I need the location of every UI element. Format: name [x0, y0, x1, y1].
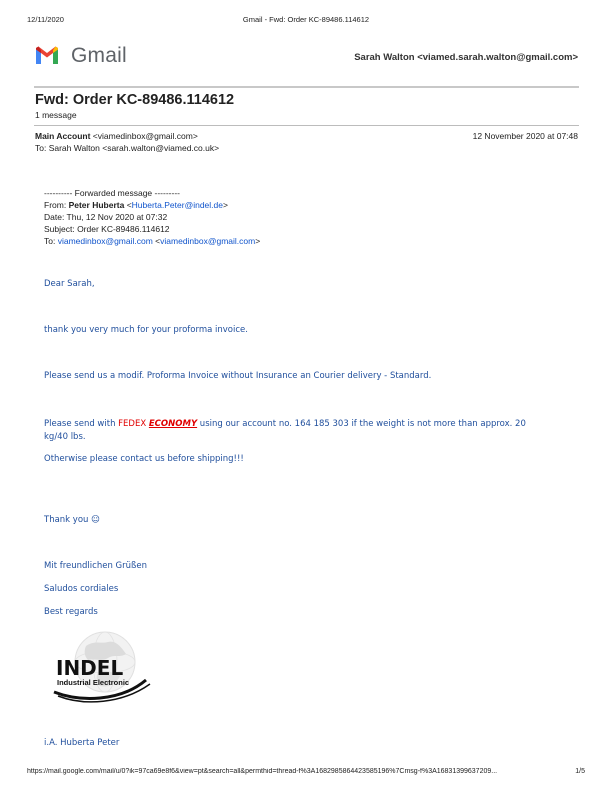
shipping-paragraph: [44, 418, 554, 444]
sender-name: Main Account: [35, 131, 91, 141]
closing-german: Mit freundlichen Grüßen: [44, 561, 147, 571]
header-divider: [34, 86, 579, 88]
forwarded-subject: Subject: Order KC-89486.114612: [44, 224, 170, 234]
forwarded-divider: ---------- Forwarded message ---------: [44, 188, 180, 198]
forwarded-from-label: From:: [44, 200, 67, 210]
message-date: 12 November 2020 at 07:48: [472, 131, 578, 141]
shipping-pre: Please send with: [44, 419, 119, 429]
indel-logo: [50, 628, 154, 708]
print-page-title: Gmail - Fwd: Order KC-89486.114612: [242, 15, 370, 24]
thread-divider: [34, 125, 579, 126]
forwarded-to: To: viamedinbox@gmail.com <viamedinbox@gmail.com>: [44, 236, 261, 246]
otherwise-paragraph: Otherwise please contact us before shipping!!!: [44, 454, 244, 464]
request-paragraph: Please send us a modif. Proforma Invoice without Insurance an Courier delivery - Standard.: [44, 371, 432, 381]
print-date: 12/11/2020: [27, 15, 64, 24]
page-url: https://mail.google.com/mail/u/0?ik=97ca69e8f6&view=pt&search=all&permthid=thread-f%3A1682985864423585196%7Cmsg-f%3A16831399637209...: [27, 768, 498, 775]
page-number: 1/5: [575, 768, 585, 775]
forwarded-to-email-link[interactable]: viamedinbox@gmail.com: [160, 236, 256, 246]
forwarded-date: Date: Thu, 12 Nov 2020 at 07:32: [44, 212, 168, 222]
thread-subject: Fwd: Order KC-89486.114612: [35, 92, 235, 108]
gmail-m-icon[interactable]: [34, 44, 60, 66]
forwarded-from-name: Peter Huberta: [68, 200, 125, 210]
account-label: Sarah Walton <viamed.sarah.walton@gmail.com>: [354, 52, 578, 63]
shipping-post-1: using our account no. 164 185 303 if the weight is not more than approx. 20: [197, 419, 526, 429]
forwarded-from: From: Peter Huberta <Huberta.Peter@indel.de>: [44, 200, 228, 210]
forwarded-to-link[interactable]: viamedinbox@gmail.com: [57, 236, 153, 246]
message-count: 1 message: [35, 110, 77, 120]
indel-logo-tagline: Industrial Electronic: [57, 678, 130, 687]
closing-spanish: Saludos cordiales: [44, 584, 119, 594]
closing-english: Best regards: [44, 607, 98, 617]
signature-name: i.A. Huberta Peter: [44, 738, 120, 748]
message-to: To: Sarah Walton <sarah.walton@viamed.co.uk>: [35, 143, 220, 153]
shipping-post-2: kg/40 lbs.: [44, 432, 86, 442]
forwarded-to-label: To:: [44, 236, 56, 246]
forwarded-from-email-link[interactable]: Huberta.Peter@indel.de: [131, 200, 223, 210]
fedex-label: FEDEX: [118, 419, 147, 429]
thanks-paragraph: thank you very much for your proforma invoice.: [44, 325, 248, 335]
thank-you: Thank you ☺: [44, 515, 100, 525]
indel-logo-name: INDEL: [56, 656, 124, 680]
greeting: Dear Sarah,: [44, 279, 95, 289]
sender-email: <viamedinbox@gmail.com>: [92, 131, 198, 141]
gmail-wordmark[interactable]: Gmail: [71, 44, 127, 67]
economy-label: ECONOMY: [148, 419, 198, 429]
message-from: [35, 131, 198, 141]
